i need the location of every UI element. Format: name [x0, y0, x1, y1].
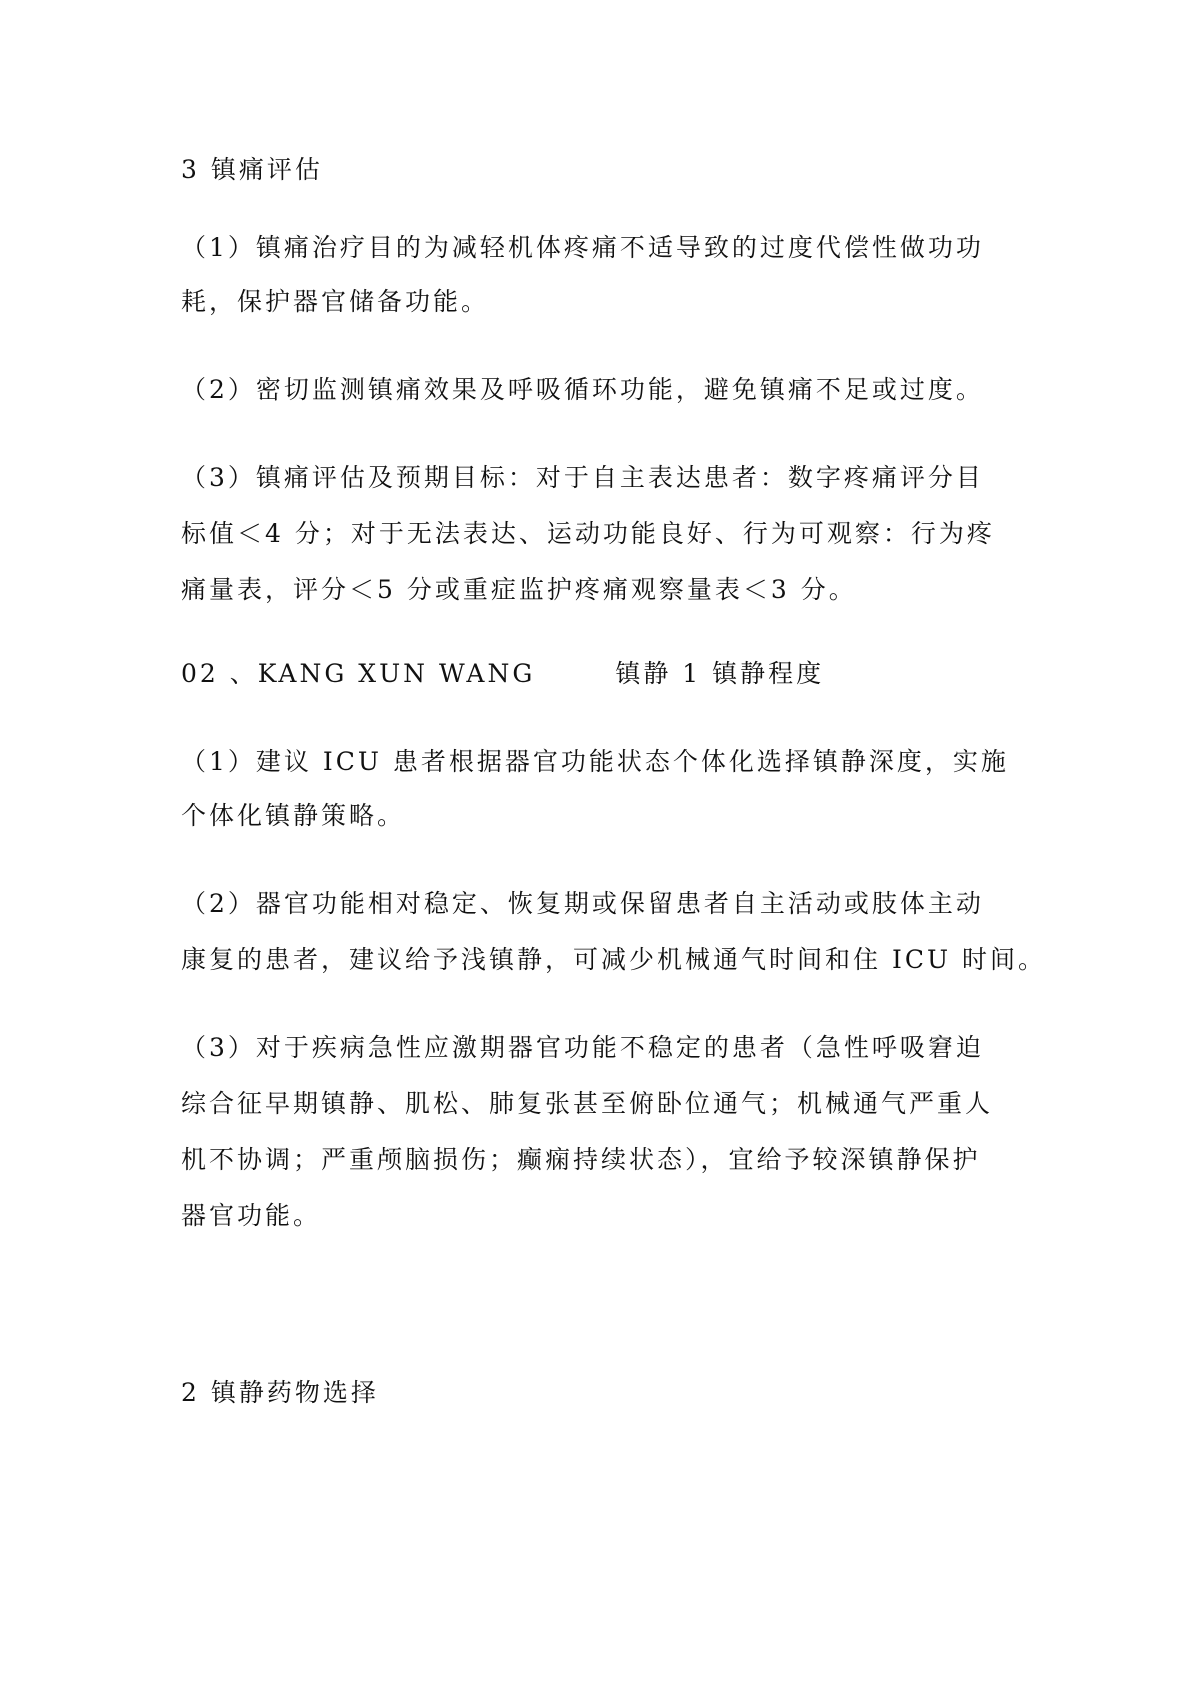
paragraph-line: 机不协调；严重颅脑损伤；癫痫持续状态），宜给予较深镇静保护 [181, 1145, 981, 1174]
section-heading-right: 镇静 1 镇静程度 [615, 659, 825, 688]
section-heading-sedation [181, 658, 824, 690]
paragraph-line: （1）建议 ICU 患者根据器官功能状态个体化选择镇静深度，实施 [181, 747, 1009, 776]
paragraph-line: 康复的患者，建议给予浅镇静，可减少机械通气时间和住 ICU 时间。 [181, 945, 1046, 974]
paragraph-line: （3）镇痛评估及预期目标：对于自主表达患者：数字疼痛评分目 [181, 463, 984, 492]
section-heading-analgesia-assessment: 3 镇痛评估 [181, 155, 323, 184]
paragraph-line: （3）对于疾病急性应激期器官功能不稳定的患者（急性呼吸窘迫 [181, 1033, 984, 1062]
section-heading-sedative-selection: 2 镇静药物选择 [181, 1378, 379, 1407]
paragraph-line: （2）密切监测镇痛效果及呼吸循环功能，避免镇痛不足或过度。 [181, 375, 984, 404]
paragraph-line: 个体化镇静策略。 [181, 801, 406, 830]
paragraph-line: （2）器官功能相对稳定、恢复期或保留患者自主活动或肢体主动 [181, 889, 984, 918]
paragraph-line: 耗，保护器官储备功能。 [181, 287, 490, 316]
paragraph-line: （1）镇痛治疗目的为减轻机体疼痛不适导致的过度代偿性做功功 [181, 233, 984, 262]
paragraph-line: 器官功能。 [181, 1201, 322, 1230]
section-heading-left: 02 、KANG XUN WANG [181, 659, 536, 688]
paragraph-line: 标值＜4 分；对于无法表达、运动功能良好、行为可观察：行为疼 [181, 519, 995, 548]
paragraph-line: 痛量表，评分＜5 分或重症监护疼痛观察量表＜3 分。 [181, 575, 857, 604]
paragraph-line: 综合征早期镇静、肌松、肺复张甚至俯卧位通气；机械通气严重人 [181, 1089, 994, 1118]
